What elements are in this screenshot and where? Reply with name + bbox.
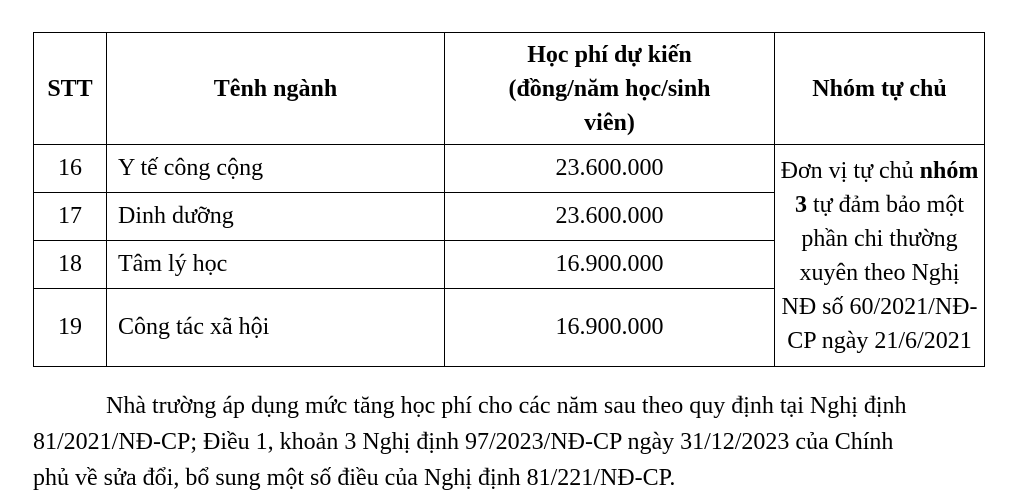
group-note-line5: NĐ số 60/2021/NĐ- xyxy=(781,293,978,320)
row-name: Dinh dưỡng xyxy=(107,193,445,241)
header-fee-line1: Học phí dự kiến xyxy=(527,41,692,68)
tuition-table xyxy=(33,32,985,367)
group-note-line2a: 3 xyxy=(795,191,807,218)
group-note-cell xyxy=(775,145,985,367)
row-fee: 16.900.000 xyxy=(445,241,775,289)
group-note-line2b: tự đảm bảo một xyxy=(807,191,964,218)
header-group: Nhóm tự chủ xyxy=(775,33,985,145)
row-name: Y tế công cộng xyxy=(107,145,445,193)
header-name: Tênh ngành xyxy=(107,33,445,145)
row-fee: 16.900.000 xyxy=(445,289,775,367)
paragraph-line1: Nhà trường áp dụng mức tăng học phí cho các năm sau theo quy định tại Nghị định xyxy=(106,393,907,419)
header-fee-line3: viên) xyxy=(584,109,635,136)
table-row xyxy=(34,145,985,193)
row-fee: 23.600.000 xyxy=(445,193,775,241)
policy-paragraph xyxy=(33,388,993,496)
row-stt: 16 xyxy=(34,145,107,193)
group-note-line1b: nhóm xyxy=(919,157,979,184)
row-stt: 17 xyxy=(34,193,107,241)
paragraph-line3: phủ về sửa đổi, bổ sung một số điều của Nghị định 81/221/NĐ-CP. xyxy=(33,465,676,491)
group-note-line1a: Đơn vị tự chủ xyxy=(780,157,920,184)
row-name: Tâm lý học xyxy=(107,241,445,289)
group-note-line4: xuyên theo Nghị xyxy=(799,259,960,286)
row-stt: 18 xyxy=(34,241,107,289)
header-stt: STT xyxy=(34,33,107,145)
header-fee xyxy=(445,33,775,145)
group-note-line6: CP ngày 21/6/2021 xyxy=(787,327,972,354)
group-note-line3: phần chi thường xyxy=(801,225,958,252)
row-name: Công tác xã hội xyxy=(107,289,445,367)
paragraph-line2: 81/2021/NĐ-CP; Điều 1, khoản 3 Nghị định 97/2023/NĐ-CP ngày 31/12/2023 của Chính xyxy=(33,429,894,455)
header-fee-line2: (đồng/năm học/sinh xyxy=(508,75,711,102)
table-header-row xyxy=(34,33,985,145)
row-stt: 19 xyxy=(34,289,107,367)
row-fee: 23.600.000 xyxy=(445,145,775,193)
